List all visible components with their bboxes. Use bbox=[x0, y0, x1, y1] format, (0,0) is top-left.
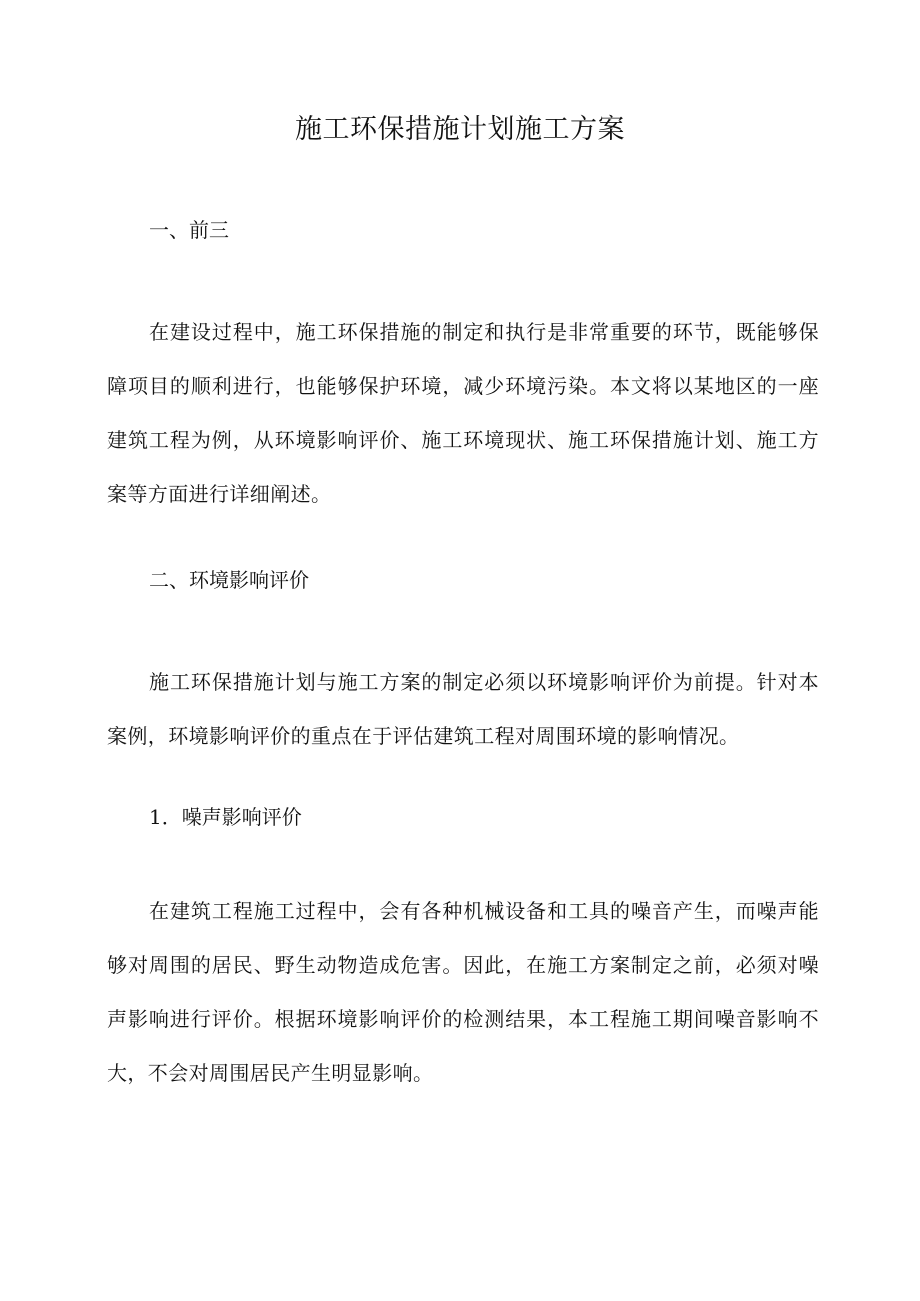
section-heading-preface: 一、前三 bbox=[149, 218, 229, 242]
section-paragraph-environmental-impact: 施工环保措施计划与施工方案的制定必须以环境影响评价为前提。针对本案例，环境影响评价的重点在于评估建筑工程对周围环境的影响情况。 bbox=[107, 670, 819, 748]
section-paragraph-preface: 在建设过程中，施工环保措施的制定和执行是非常重要的环节，既能够保障项目的顺利进行，也能够保护环境，减少环境污染。本文将以某地区的一座建筑工程为例，从环境影响评价、施工环境现状、施工环保措施计划、施工方案等方面进行详细阐述。 bbox=[107, 320, 819, 506]
section-heading-environmental-impact: 二、环境影响评价 bbox=[149, 568, 309, 592]
section-paragraph-noise-impact: 在建筑工程施工过程中，会有各种机械设备和工具的噪音产生，而噪声能够对周围的居民、野生动物造成危害。因此，在施工方案制定之前，必须对噪声影响进行评价。根据环境影响评价的检测结果，本工程施工期间噪音影响不大，不会对周围居民产生明显影响。 bbox=[107, 899, 819, 1085]
document-title: 施工环保措施计划施工方案 bbox=[295, 114, 625, 145]
section-heading-noise-impact: 1．噪声影响评价 bbox=[149, 805, 302, 829]
